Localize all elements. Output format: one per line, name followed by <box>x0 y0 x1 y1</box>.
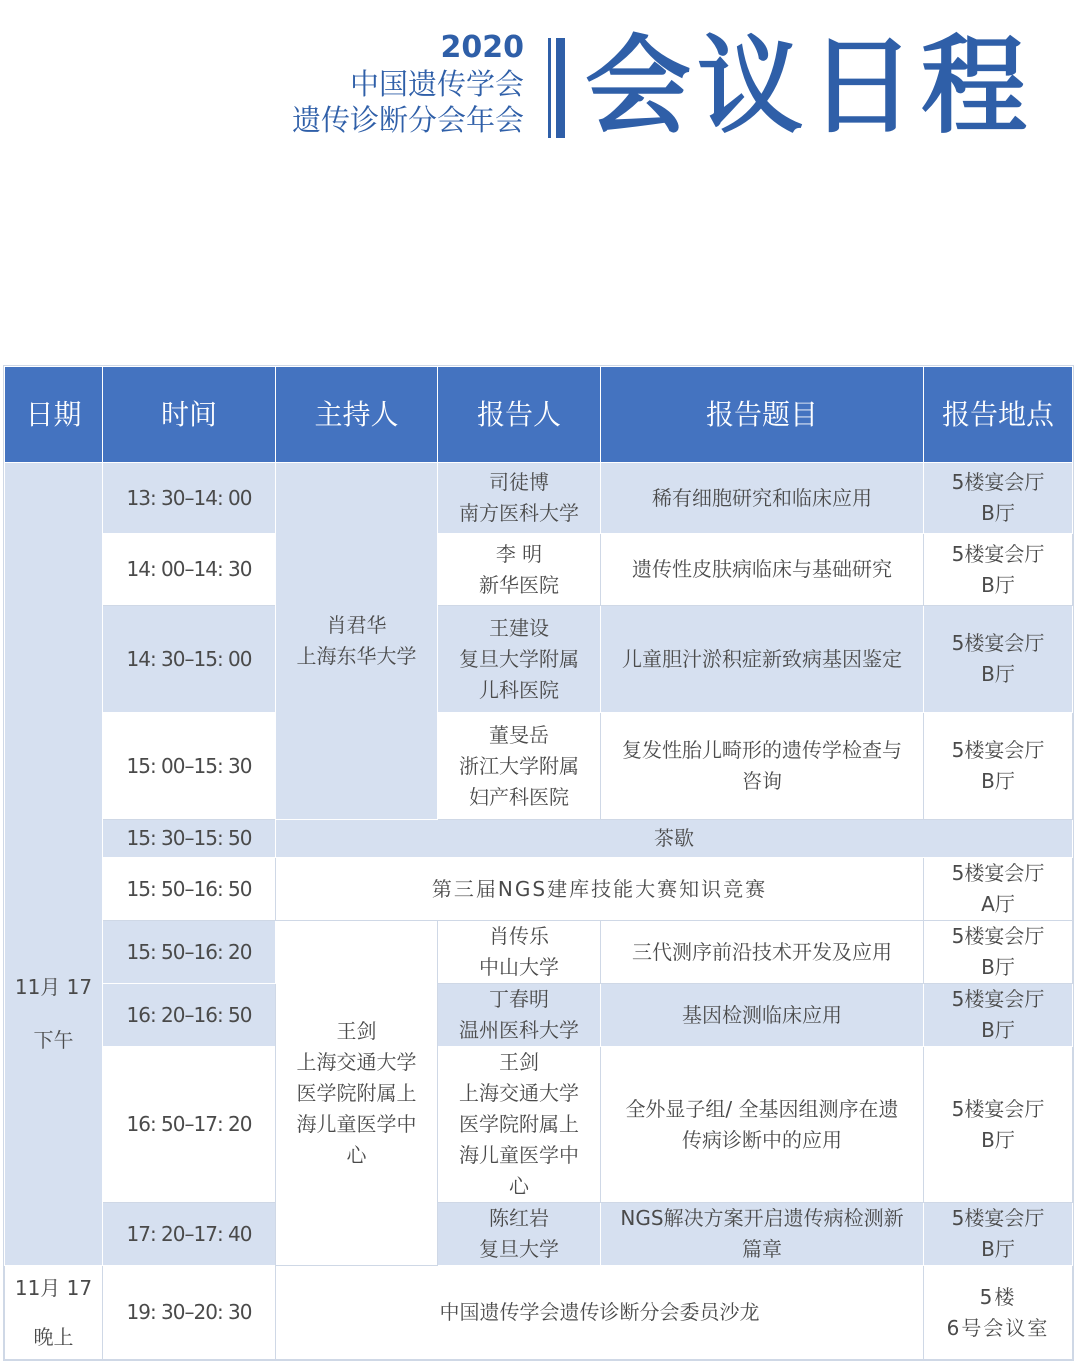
tea-break-cell: 茶歇 <box>276 820 1073 858</box>
date-day: 11月 17 <box>14 975 93 999</box>
speaker-cell <box>438 984 601 1047</box>
table-row <box>5 534 1073 606</box>
col-speaker: 报告人 <box>438 367 601 463</box>
speaker-org: 浙江大学附属 <box>459 753 579 778</box>
location-line2: 6号会议室 <box>946 1315 1050 1340</box>
time-cell: 16: 50–17: 20 <box>103 1047 276 1203</box>
table-row <box>5 606 1073 713</box>
location-line1: 5楼宴会厅 <box>951 541 1045 566</box>
speaker-cell <box>438 463 601 534</box>
topic-cell <box>601 1203 924 1266</box>
speaker-org: 南方医科大学 <box>459 501 579 525</box>
topic-cell <box>601 713 924 820</box>
col-time: 时间 <box>103 367 276 463</box>
host-cell <box>276 921 438 1266</box>
divider-thin <box>548 38 551 138</box>
host-org: 上海东华大学 <box>296 644 417 668</box>
topic-line2: 篇章 <box>742 1237 782 1261</box>
speaker-org: 中山大学 <box>479 955 559 979</box>
col-date: 日期 <box>5 367 103 463</box>
event-org: 中国遗传学会 <box>349 67 524 101</box>
speaker-org: 温州医科大学 <box>459 1018 579 1042</box>
location-cell <box>924 606 1073 713</box>
salon-cell: 中国遗传学会遗传诊断分会委员沙龙 <box>276 1266 924 1360</box>
topic-cell: 儿童胆汁淤积症新致病基因鉴定 <box>601 606 924 713</box>
speaker-name: 董旻岳 <box>489 722 549 747</box>
date-day: 11月 17 <box>14 1275 93 1300</box>
location-line1: 5楼宴会厅 <box>951 861 1045 885</box>
col-location: 报告地点 <box>924 367 1073 463</box>
topic-cell: 遗传性皮肤病临床与基础研究 <box>601 534 924 606</box>
location-line1: 5楼宴会厅 <box>951 631 1045 655</box>
location-cell <box>924 1203 1073 1266</box>
schedule-table <box>4 366 1073 1360</box>
topic-line1: 复发性胎儿畸形的遗传学检查与 <box>622 738 902 762</box>
speaker-cell <box>438 921 601 984</box>
location-line1: 5楼宴会厅 <box>951 987 1045 1011</box>
topic-line1: 全外显子组/ 全基因组测序在遗 <box>625 1096 899 1121</box>
location-line2: A厅 <box>981 892 1015 916</box>
topic-line2: 咨询 <box>742 769 782 793</box>
speaker-org: 上海交通大学 <box>459 1081 579 1105</box>
divider-thick <box>556 38 565 138</box>
location-line2: B厅 <box>981 1237 1015 1261</box>
speaker-cell <box>438 1203 601 1266</box>
time-cell: 14: 30–15: 00 <box>103 606 276 713</box>
speaker-org-2: 医学院附属上 <box>459 1112 579 1136</box>
topic-cell <box>601 1047 924 1203</box>
location-cell <box>924 463 1073 534</box>
speaker-org-3: 海儿童医学中 <box>459 1143 579 1167</box>
table-row <box>5 463 1073 534</box>
date-cell-afternoon <box>5 463 103 1266</box>
location-cell <box>924 1266 1073 1360</box>
location-line1: 5楼 <box>979 1284 1017 1309</box>
topic-cell: 基因检测临床应用 <box>601 984 924 1047</box>
speaker-org: 复旦大学 <box>479 1237 559 1261</box>
speaker-cell <box>438 606 601 713</box>
location-cell <box>924 534 1073 606</box>
date-period: 下午 <box>33 1028 74 1052</box>
table-row <box>5 713 1073 820</box>
time-cell: 15: 00–15: 30 <box>103 713 276 820</box>
speaker-name: 王建设 <box>489 615 549 640</box>
location-line1: 5楼宴会厅 <box>951 1096 1045 1121</box>
contest-cell: 第三届NGS建库技能大赛知识竞赛 <box>276 858 924 921</box>
location-line2: B厅 <box>981 572 1015 597</box>
event-year: 2020 <box>440 30 524 65</box>
table-row <box>5 1047 1073 1203</box>
col-host: 主持人 <box>276 367 438 463</box>
topic-cell: 三代测序前沿技术开发及应用 <box>601 921 924 984</box>
location-line1: 5楼宴会厅 <box>951 738 1045 762</box>
event-subtitle <box>292 30 524 138</box>
speaker-org-2: 儿科医院 <box>479 677 559 702</box>
location-line1: 5楼宴会厅 <box>951 924 1045 948</box>
table-row <box>5 820 1073 858</box>
speaker-cell <box>438 1047 601 1203</box>
time-cell: 15: 50–16: 20 <box>103 921 276 984</box>
host-org-4: 心 <box>346 1142 367 1167</box>
location-cell <box>924 921 1073 984</box>
location-cell <box>924 1047 1073 1203</box>
location-cell <box>924 984 1073 1047</box>
date-cell-evening <box>5 1266 103 1360</box>
topic-line2: 传病诊断中的应用 <box>682 1127 842 1152</box>
page-title: 会议日程 <box>585 25 1033 148</box>
location-line2: B厅 <box>981 662 1015 686</box>
host-name: 王剑 <box>336 1018 377 1043</box>
table-row <box>5 1266 1073 1360</box>
time-cell: 16: 20–16: 50 <box>103 984 276 1047</box>
speaker-org-4: 心 <box>509 1174 529 1198</box>
speaker-name: 陈红岩 <box>489 1206 549 1230</box>
table-row <box>5 984 1073 1047</box>
location-line2: B厅 <box>981 1127 1015 1152</box>
location-line2: B厅 <box>981 1018 1015 1042</box>
time-cell: 15: 30–15: 50 <box>103 820 276 858</box>
date-period: 晚上 <box>33 1324 74 1349</box>
speaker-name: 王剑 <box>499 1050 539 1074</box>
speaker-org: 新华医院 <box>479 572 559 597</box>
location-line1: 5楼宴会厅 <box>951 1206 1045 1230</box>
location-line1: 5楼宴会厅 <box>951 470 1045 494</box>
host-org-3: 海儿童医学中 <box>296 1111 417 1136</box>
speaker-cell <box>438 534 601 606</box>
host-org-1: 上海交通大学 <box>296 1049 417 1074</box>
location-cell <box>924 858 1073 921</box>
table-header-row <box>5 367 1073 463</box>
time-cell: 14: 00–14: 30 <box>103 534 276 606</box>
speaker-cell <box>438 713 601 820</box>
host-name: 肖君华 <box>326 613 387 637</box>
speaker-org: 复旦大学附属 <box>459 646 579 671</box>
speaker-org-2: 妇产科医院 <box>469 784 569 809</box>
speaker-name: 肖传乐 <box>489 924 549 948</box>
speaker-name: 丁春明 <box>489 987 549 1011</box>
table-row <box>5 921 1073 984</box>
location-line2: B厅 <box>981 955 1015 979</box>
host-org-2: 医学院附属上 <box>296 1080 417 1105</box>
event-name: 遗传诊断分会年会 <box>291 103 524 137</box>
time-cell: 19: 30–20: 30 <box>103 1266 276 1360</box>
speaker-name: 李 明 <box>495 541 543 566</box>
col-topic: 报告题目 <box>601 367 924 463</box>
time-cell: 13: 30–14: 00 <box>103 463 276 534</box>
time-cell: 17: 20–17: 40 <box>103 1203 276 1266</box>
table-row <box>5 1203 1073 1266</box>
location-line2: B厅 <box>981 769 1015 793</box>
topic-line1: NGS解决方案开启遗传病检测新 <box>620 1206 904 1230</box>
location-cell <box>924 713 1073 820</box>
host-cell <box>276 463 438 820</box>
speaker-name: 司徒博 <box>489 470 549 494</box>
time-cell: 15: 50–16: 50 <box>103 858 276 921</box>
location-line2: B厅 <box>981 501 1015 525</box>
table-row <box>5 858 1073 921</box>
topic-cell: 稀有细胞研究和临床应用 <box>601 463 924 534</box>
